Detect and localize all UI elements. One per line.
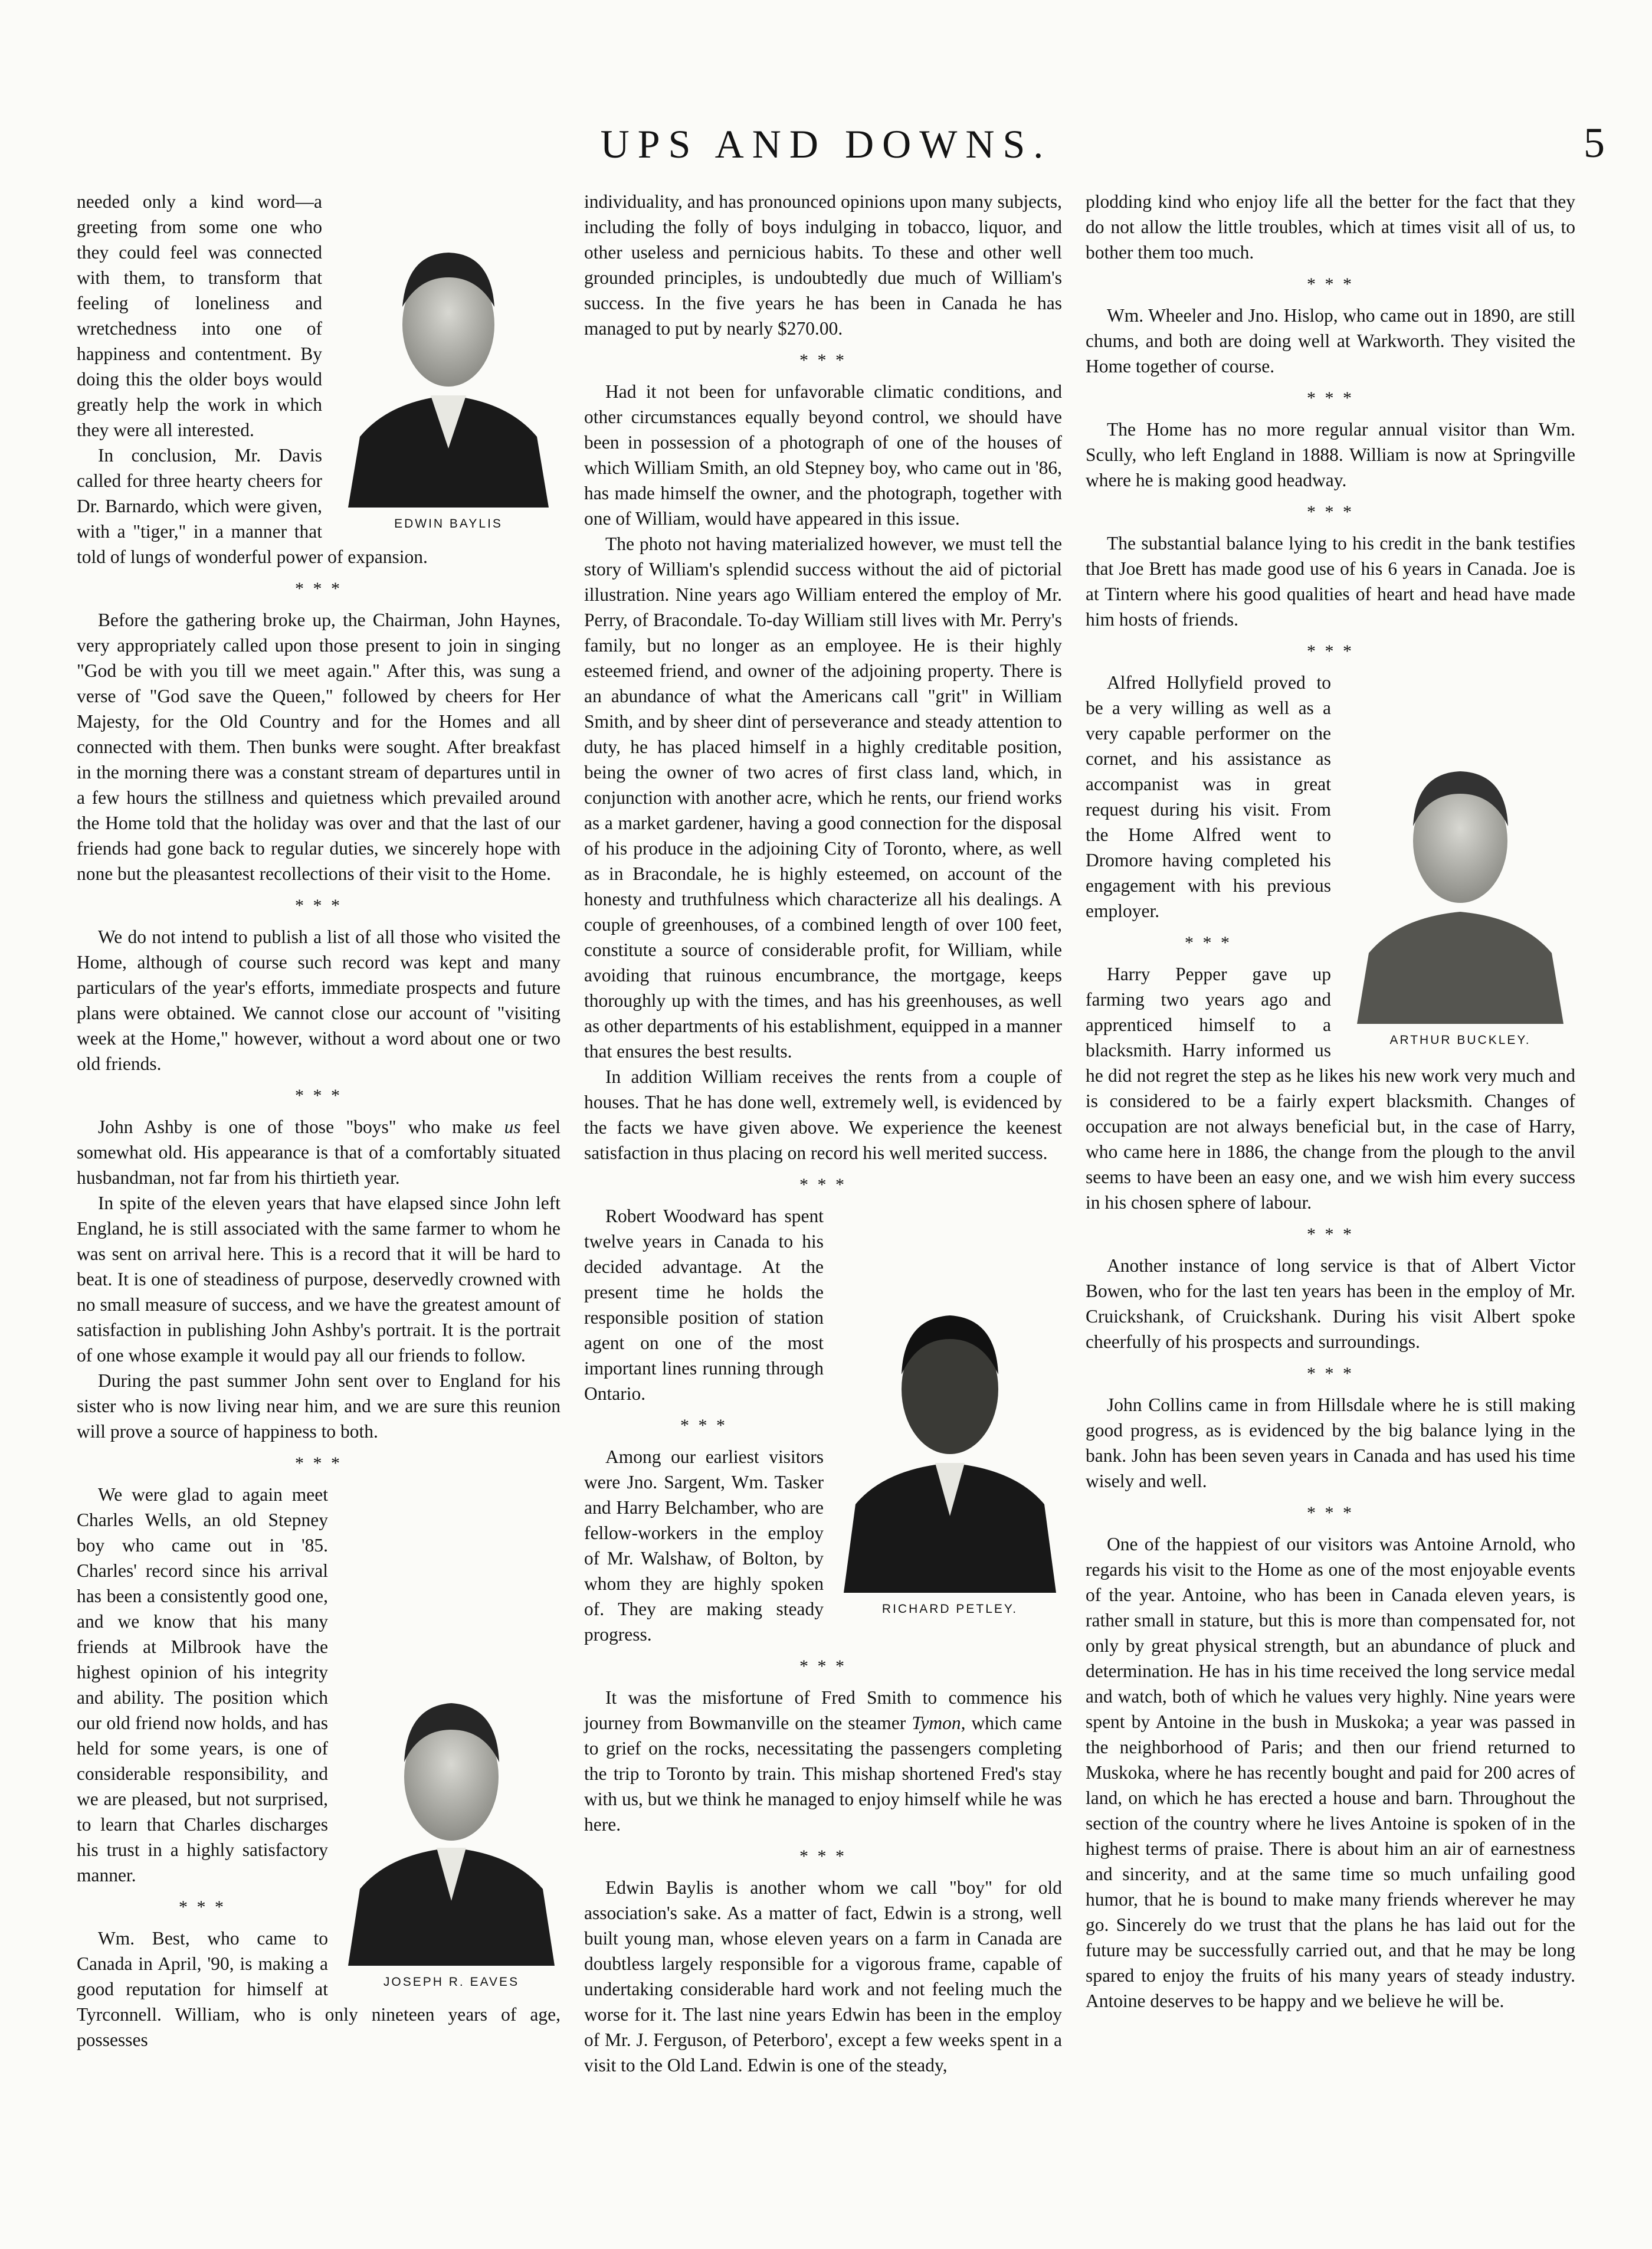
- paragraph: individuality, and has pronounced opinions upon many subjects, including the folly of boys indulging in tobacco, liquor, and other useless and pernicious habits. To these and other well grounded principles, is undoubtedly due much of William's success. In the five years he has been in Canada he has managed to put by nearly $270.00.: [584, 191, 1062, 339]
- paragraph: During the past summer John sent over to England for his sister who is now living near him, and we are sure this reunion will prove a source of happiness to both.: [77, 1370, 560, 1442]
- paragraph: Wm. Best, who came to Canada in April, '90, is making a good reputation for himself at Tyrconnell. William, who is only nineteen years of age, possesses: [77, 1928, 560, 2050]
- paragraph: John Collins came in from Hillsdale where he is still making good progress, as is evidenced by the big balance lying in the bank. John has been seven years in Canada and has used his time wisely and well.: [1086, 1394, 1575, 1491]
- paragraph: Had it not been for unfavorable climatic conditions, and other circumstances equally beyond control, we should have been in possession of a photograph of one of the houses of which William Smith, an old Stepney boy, who came out in '86, has made himself the owner, and the photograph, together with one of William, would have appeared in this issue.: [584, 381, 1062, 529]
- portrait-richard-petley: [838, 1250, 1062, 1622]
- asterism-separator: * * *: [295, 1086, 342, 1105]
- paragraph: It was the misfortune of Fred Smith to commence his journey from Bowmanville on the steamer Tymon, which came to grief on the rocks, necessitating the passengers completing the trip to Toronto by train. This mishap shortened Fred's stay with us, but we think he managed to enjoy himself while he was here.: [584, 1687, 1062, 1835]
- asterism-separator: * * *: [1307, 274, 1354, 294]
- paragraph: The Home has no more regular annual visitor than Wm. Scully, who left England in 1888. William is now at Springville where he is making good headway.: [1086, 419, 1575, 490]
- asterism-separator: * * *: [799, 1175, 847, 1194]
- asterism-separator: * * *: [1307, 1503, 1354, 1523]
- caption-arthur-buckley: ARTHUR BUCKLEY.: [1389, 1033, 1531, 1047]
- portrait-joseph-eaves-image: [342, 1635, 560, 1966]
- portrait-arthur-buckley-image: [1345, 717, 1575, 1024]
- paragraph: We were glad to again meet Charles Wells, an old Stepney boy who came out in '85. Charles' record since his arrival has been a consistently good one, and we know that his many friends at Milbrook have the highest opinion of his integrity and ability. The position which our old friend now holds, and has held for some years, is one of considerable responsibility, and we are pleased, but not surprised, to learn that Charles discharges his trust in a highly satisfactory manner.: [77, 1484, 328, 1885]
- paragraph: Wm. Wheeler and Jno. Hislop, who came out in 1890, are still chums, and both are doing well at Warkworth. They visited the Home together of course.: [1086, 305, 1575, 377]
- paragraph: In conclusion, Mr. Davis called for three hearty cheers for Dr. Barnardo, which were given, with a "tiger," in a manner that told of lungs of wonderful power of expansion.: [77, 445, 428, 567]
- paragraph: John Ashby is one of those "boys" who make us feel somewhat old. His appearance is that of a comfortably situated husbandman, not far from his thirtieth year.: [77, 1117, 560, 1188]
- paragraph: The substantial balance lying to his credit in the bank testifies that Joe Brett has made good use of his 6 years in Canada. Joe is at Tintern where his good qualities of heart and head have made him hosts of friends.: [1086, 533, 1575, 630]
- asterism-separator: * * *: [1307, 388, 1354, 408]
- asterism-separator: * * *: [179, 1897, 226, 1917]
- column-3: [1086, 189, 1575, 2014]
- asterism-separator: * * *: [295, 896, 342, 915]
- paragraph: In addition William receives the rents from a couple of houses. That he has done well, extremely well, is evidenced by the facts we have given above. We experience the keenest satisfaction in thus placing on record his well merited success.: [584, 1066, 1062, 1163]
- page-number: 5: [1584, 119, 1605, 166]
- paragraph: Alfred Hollyfield proved to be a very willing as well as a very capable performer on the cornet, and his assistance as accompanist was in great request during his visit. From the Home Alfred went to Dromore having completed his engagement with his previous employer.: [1086, 672, 1331, 921]
- caption-richard-petley: RICHARD PETLEY.: [881, 1602, 1018, 1616]
- paragraph: We do not intend to publish a list of all those who visited the Home, although of course such record was kept and many particulars of the year's efforts, immediate prospects and future plans were obtained. We cannot close our account of "visiting week at the Home," however, without a word about one or two old friends.: [77, 927, 560, 1074]
- asterism-separator: * * *: [1307, 502, 1354, 522]
- asterism-separator: * * *: [295, 1453, 342, 1473]
- asterism-separator: * * *: [1185, 933, 1232, 952]
- portrait-richard-petley-image: [838, 1250, 1062, 1593]
- asterism-separator: * * *: [799, 351, 847, 370]
- portrait-edwin-baylis: [336, 189, 560, 536]
- portrait-arthur-buckley: [1345, 717, 1575, 1053]
- paragraph: In spite of the eleven years that have elapsed since John left England, he is still associated with the same farmer to whom he was sent on arrival here. This is a record that it will be hard to beat. It is one of steadiness of purpose, deservedly crowned with no small measure of success, and we have the greatest amount of satisfaction in publishing John Ashby's portrait. It is the portrait of one whose example it would pay all our friends to follow.: [77, 1193, 560, 1366]
- caption-edwin-baylis: EDWIN BAYLIS: [394, 517, 503, 531]
- column-1: [77, 189, 560, 2052]
- asterism-separator: * * *: [799, 1657, 847, 1676]
- page-header: [0, 121, 1652, 174]
- paragraph: Among our earliest visitors were Jno. Sargent, Wm. Tasker and Harry Belchamber, who are fellow-workers in the employ of Mr. Walshaw, of Bolton, by whom they are highly spoken of. They are making steady progress.: [584, 1446, 824, 1645]
- asterism-separator: * * *: [295, 579, 342, 598]
- portrait-edwin-baylis-image: [336, 189, 560, 508]
- masthead-title: UPS AND DOWNS.: [600, 122, 1052, 166]
- paragraph: plodding kind who enjoy life all the better for the fact that they do not allow the little troubles, which at times visit all of us, to bother them too much.: [1086, 191, 1575, 263]
- paragraph: Before the gathering broke up, the Chairman, John Haynes, very appropriately called upon those present to join in singing "God be with you till we meet again." After this, was sung a verse of "God save the Queen," followed by cheers for Her Majesty, for the Old Country and for the Homes and all connected with them. Then bunks were sought. After breakfast in the morning there was a constant stream of departures until in a few hours the stillness and quietness which prevailed around the Home told that the holiday was over and that the last of our friends had gone back to regular duties, we sincerely hope with none but the pleasantest recollections of their visit to the Home.: [77, 610, 560, 884]
- portrait-joseph-eaves: [342, 1635, 560, 1995]
- paragraph: needed only a kind word—a greeting from some one who they could feel was connected with them, to transform that feeling of loneliness and wretchedness into one of happiness and contentment. By doing this the older boys would greatly help the work in which they were all interested.: [77, 191, 322, 440]
- asterism-separator: * * *: [1307, 1225, 1354, 1244]
- asterism-separator: * * *: [799, 1847, 847, 1866]
- asterism-separator: * * *: [1307, 641, 1354, 661]
- paragraph: One of the happiest of our visitors was Antoine Arnold, who regards his visit to the Home as one of the most enjoyable events of the year. Antoine, who has been in Canada eleven years, is rather small in stature, but this is more than compensated for, not only by great physical strength, but an abundance of pluck and determination. He has in his time received the long service medal and watch, both of which he values very highly. Nine years were spent by Antoine in the bush in Muskoka; a year was passed in the neighborhood of Paris; and then our friend returned to Muskoka, where he has recently bought and paid for 200 acres of land, on which he has erected a house and barn. Throughout the section of the country where he lives Antoine is spoken of in the highest terms of praise. There is about him an air of earnestness and sincerity, and at the same time so much unfailing good humor, that he is bound to make many friends wherever he may go. Sincerely do we trust that the plans he has laid out for the future may be successfully carried out, and that he may be long spared to enjoy the fruits of his many years of steady industry. Antoine deserves to be happy and we believe he will be.: [1086, 1534, 1575, 2011]
- caption-joseph-eaves: JOSEPH R. EAVES: [383, 1975, 520, 1989]
- paragraph: Another instance of long service is that of Albert Victor Bowen, who for the last ten years has been in the employ of Mr. Cruickshank, of Cruickshank. During his visit Albert spoke cheerfully of his prospects and surroundings.: [1086, 1255, 1575, 1352]
- paragraph: Edwin Baylis is another whom we call "boy" for old association's sake. As a matter of fact, Edwin is a strong, well built young man, whose eleven years on a farm in Canada are doubtless largely responsible for a vigorous frame, capable of undertaking considerable hard work and not feeling much the worse for it. The last nine years Edwin has been in the employ of Mr. J. Ferguson, of Peterboro', except a few weeks spent in a visit to the Old Land. Edwin is one of the steady,: [584, 1877, 1062, 2076]
- asterism-separator: * * *: [680, 1416, 727, 1435]
- asterism-separator: * * *: [1307, 1364, 1354, 1383]
- paragraph: The photo not having materialized however, we must tell the story of William's splendid success without the aid of pictorial illustration. Nine years ago William entered the employ of Mr. Perry, of Bracondale. To-day William still lives with Mr. Perry's family, but no longer as an employee. He is their highly esteemed friend, and owner of the adjoining property. There is an abundance of what the Americans call "grit" in William Smith, and by sheer dint of perseverance and steady attention to duty, he has placed himself in a highly creditable position, being the owner of two acres of first class land, which, in conjunction with another acre, which he rents, our friend works as a market gardener, having a good connection for the disposal of his produce in the adjoining City of Toronto, where, as well as in Bracondale, he is highly esteemed, on account of the honesty and truthfulness which characterize all his dealings. A couple of greenhouses, of a combined length of over 100 feet, constitute a source of considerable profit, for William, while avoiding that ruinous encumbrance, the mortgage, keeps thoroughly up with the times, and has his greenhouses, as well as other departments of his establishment, equipped in a manner that ensures the best results.: [584, 533, 1062, 1062]
- column-2: [584, 189, 1062, 2078]
- paragraph: Harry Pepper gave up farming two years ago and apprenticed himself to a blacksmith. Harry informed us he did not regret the step as he likes his new work very much and is considered to be a fairly expert blacksmith. Changes of occupation are not always beneficial but, in the case of Harry, who came here in 1886, the change from the plough to the anvil seems to have been an easy one, and we wish him every success in his chosen sphere of labour.: [1086, 964, 1575, 1213]
- paragraph: Robert Woodward has spent twelve years in Canada to his decided advantage. At the present time he holds the responsible position of station agent on one of the most important lines running through Ontario.: [584, 1206, 824, 1404]
